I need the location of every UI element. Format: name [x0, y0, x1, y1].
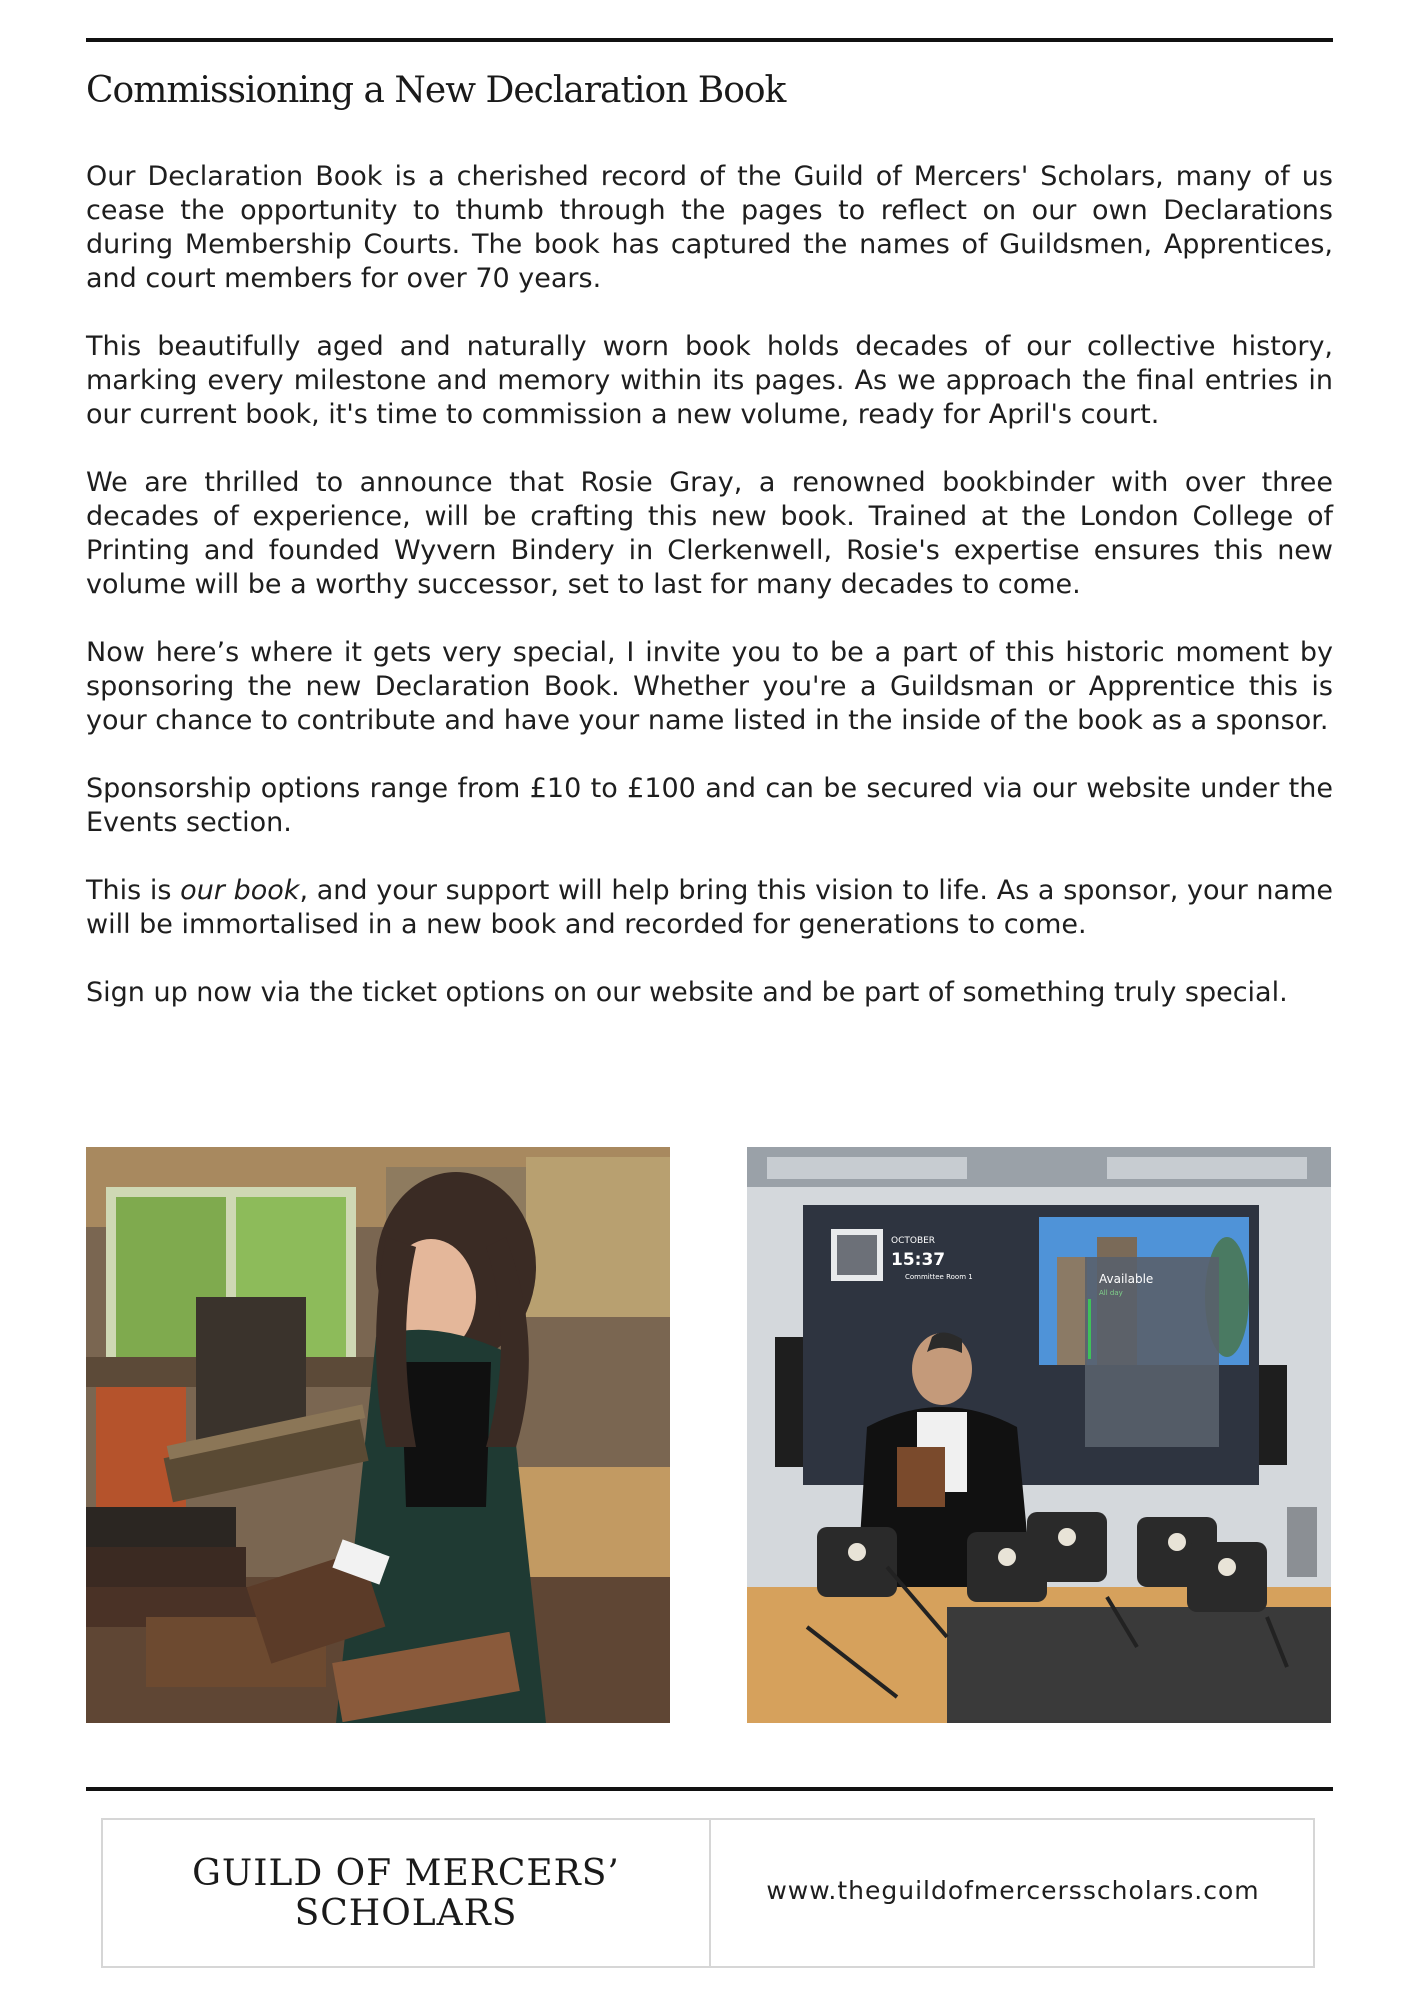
paragraph-bookbinder: We are thrilled to announce that Rosie Gray, a renowned bookbinder with over three decades of experience, will be crafting this new book. Trained at the London College of Printing and founded Wyvern Bindery in Clerkenwell, Rosie's expertise ensures this new volume will be a worthy successor, set to last for many decades to come.	[86, 467, 1333, 600]
footer-org-line2: SCHOLARS	[294, 1893, 518, 1934]
screen-status: Available	[1099, 1272, 1154, 1286]
committee-room-photo	[747, 1147, 1331, 1723]
committee-room-illustration	[747, 1147, 1331, 1723]
top-rule	[86, 38, 1333, 42]
screen-room: Committee Room 1	[905, 1273, 973, 1281]
footer-org-line1: GUILD OF MERCERS’	[192, 1853, 620, 1894]
page-title: Commissioning a New Declaration Book	[86, 70, 786, 111]
bottom-rule	[86, 1787, 1333, 1791]
article-body	[86, 160, 1333, 1044]
screen-status-sub: All day	[1099, 1289, 1123, 1297]
paragraph-sponsorship-invite: Now here’s where it gets very special, I invite you to be a part of this historic moment by sponsoring the new Declaration Book. Whether you're a Guildsman or Apprentice this is your chance to contribute and have your name listed in the inside of the book as a sponsor.	[86, 637, 1333, 736]
paragraph-sign-up: Sign up now via the ticket options on our website and be part of something truly special.	[86, 977, 1288, 1008]
screen-month: OCTOBER	[891, 1236, 936, 1246]
our-book-rest: , and your support will help bring this vision to life. As a sponsor, your name will be immortalised in a new book and recorded for generations to come.	[86, 875, 1333, 940]
footer-organisation-name	[103, 1854, 709, 1934]
our-book-lead: This is	[86, 875, 181, 906]
paragraph-intro: Our Declaration Book is a cherished record of the Guild of Mercers' Scholars, many of us cease the opportunity to thumb through the pages to reflect on our own Declarations during Membership Courts. The book has captured the names of Guildsmen, Apprentices, and court members for over 70 years.	[86, 161, 1333, 294]
screen-time: 15:37	[891, 1250, 946, 1270]
bookbinder-photo-illustration	[86, 1147, 670, 1723]
bookbinder-photo	[86, 1147, 670, 1723]
footer	[101, 1818, 1315, 1968]
paragraph-history: This beautifully aged and naturally worn book holds decades of our collective history, marking every milestone and memory within its pages. As we approach the final entries in our current book, it's time to commission a new volume, ready for April's court.	[86, 331, 1333, 430]
our-book-emphasis: our book	[180, 875, 300, 906]
footer-website-link[interactable]: www.theguildofmercersscholars.com	[766, 1876, 1260, 1905]
paragraph-sponsorship-options: Sponsorship options range from £10 to £100 and can be secured via our website under the Events section.	[86, 773, 1333, 838]
paragraph-our-book	[86, 874, 1333, 942]
